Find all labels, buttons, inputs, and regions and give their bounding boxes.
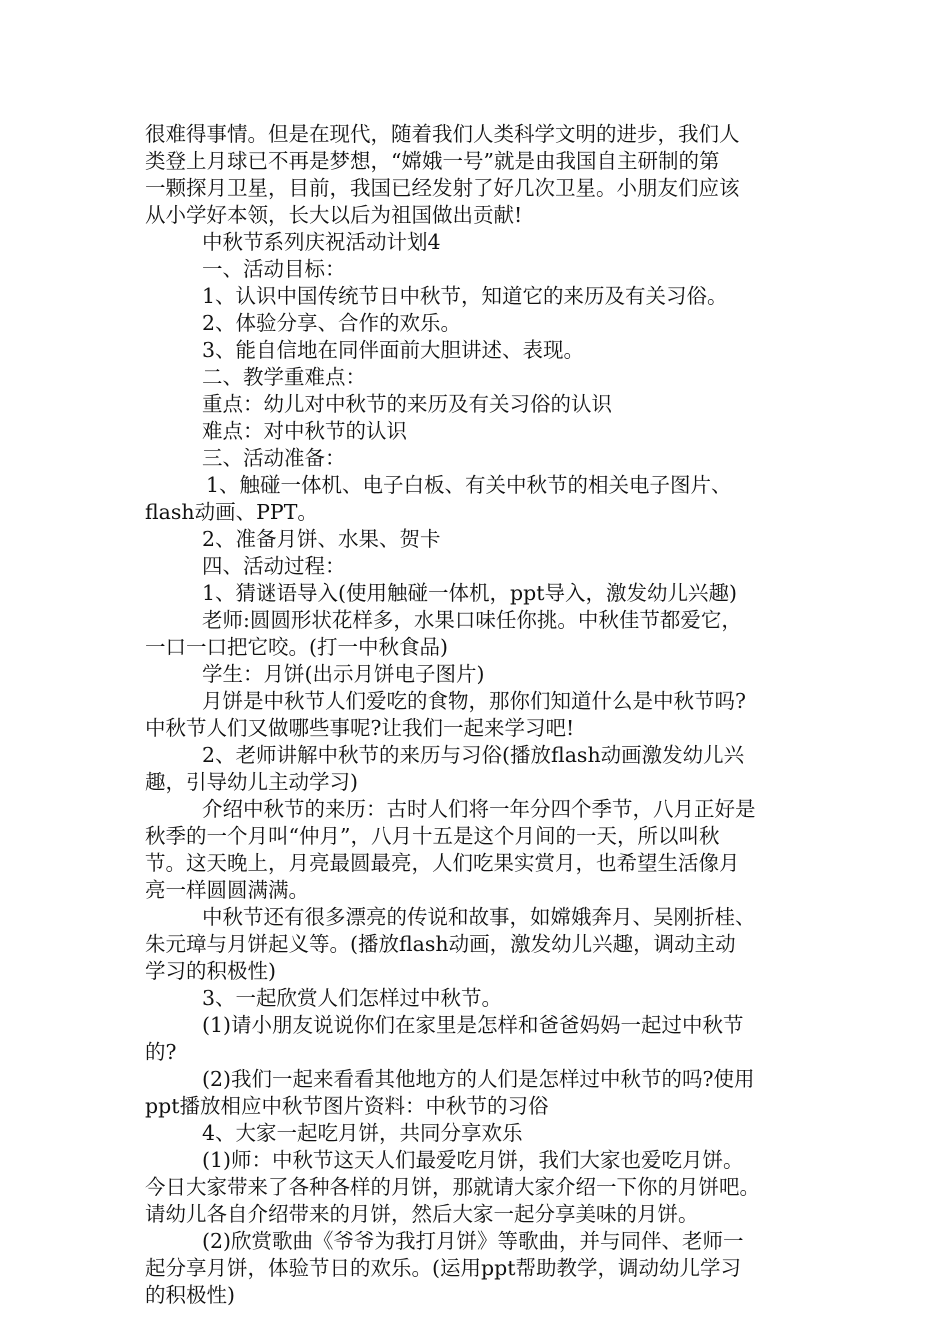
text-line: 请幼儿各自介绍带来的月饼，然后大家一起分享美味的月饼。	[145, 1202, 699, 1226]
list-item: 3、能自信地在同伴面前大胆讲述、表现。	[202, 338, 585, 362]
text-line: 朱元璋与月饼起义等。(播放flash动画，激发幼儿兴趣，调动主动	[145, 932, 736, 956]
text-line: 的积极性)	[145, 1283, 235, 1307]
text-line: 今日大家带来了各种各样的月饼，那就请大家介绍一下你的月饼吧。	[145, 1175, 760, 1199]
text-line: 学生：月饼(出示月饼电子图片)	[202, 662, 485, 686]
text-line: 节。这天晚上，月亮最圆最亮，人们吃果实赏月，也希望生活像月	[145, 851, 740, 875]
section-title: 中秋节系列庆祝活动计划4	[202, 230, 441, 254]
text-line: 介绍中秋节的来历：古时人们将一年分四个季节，八月正好是	[202, 797, 756, 821]
text-line: 学习的积极性)	[145, 959, 276, 983]
list-item: (2)我们一起来看看其他地方的人们是怎样过中秋节的吗?使用	[202, 1067, 755, 1091]
list-item: 1、猜谜语导入(使用触碰一体机，ppt导入，激发幼儿兴趣)	[202, 581, 738, 605]
text-line: ppt播放相应中秋节图片资料：中秋节的习俗	[145, 1094, 549, 1118]
text-line: 很难得事情。但是在现代，随着我们人类科学文明的进步，我们人	[145, 122, 740, 146]
list-item: 2、体验分享、合作的欢乐。	[202, 311, 462, 335]
list-item: (2)欣赏歌曲《爷爷为我打月饼》等歌曲，并与同伴、老师一	[202, 1229, 744, 1253]
list-item: 4、大家一起吃月饼，共同分享欢乐	[202, 1121, 523, 1145]
text-line: 中秋节还有很多漂亮的传说和故事，如嫦娥奔月、吴刚折桂、	[202, 905, 756, 929]
list-item: 1、触碰一体机、电子白板、有关中秋节的相关电子图片、	[206, 473, 732, 497]
text-line: 老师:圆圆形状花样多，水果口味任你挑。中秋佳节都爱它，	[202, 608, 742, 632]
text-line: 难点：对中秋节的认识	[202, 419, 407, 443]
list-item: 2、准备月饼、水果、贺卡	[202, 527, 441, 551]
text-line: 类登上月球已不再是梦想，“嫦娥一号”就是由我国自主研制的第	[145, 149, 720, 173]
text-line: 一颗探月卫星，目前，我国已经发射了好几次卫星。小朋友们应该	[145, 176, 740, 200]
text-line: 秋季的一个月叫“仲月”，八月十五是这个月间的一天，所以叫秋	[145, 824, 720, 848]
list-item: 2、老师讲解中秋节的来历与习俗(播放flash动画激发幼儿兴	[202, 743, 745, 767]
list-item: (1)请小朋友说说你们在家里是怎样和爸爸妈妈一起过中秋节	[202, 1013, 744, 1037]
text-line: 一口一口把它咬。(打一中秋食品)	[145, 635, 448, 659]
heading: 四、活动过程：	[202, 554, 346, 578]
text-line: 月饼是中秋节人们爱吃的食物，那你们知道什么是中秋节吗?	[202, 689, 746, 713]
text-line: flash动画、PPT。	[145, 500, 318, 524]
text-line: 的?	[145, 1040, 177, 1064]
text-line: 亮一样圆圆满满。	[145, 878, 309, 902]
list-item: (1)师：中秋节这天人们最爱吃月饼，我们大家也爱吃月饼。	[202, 1148, 744, 1172]
list-item: 3、一起欣赏人们怎样过中秋节。	[202, 986, 503, 1010]
heading: 三、活动准备：	[202, 446, 346, 470]
text-line: 重点：幼儿对中秋节的来历及有关习俗的认识	[202, 392, 612, 416]
text-line: 从小学好本领，长大以后为祖国做出贡献!	[145, 203, 523, 227]
text-line: 趣，引导幼儿主动学习)	[145, 770, 358, 794]
text-line: 中秋节人们又做哪些事呢?让我们一起来学习吧!	[145, 716, 575, 740]
heading: 二、教学重难点：	[202, 365, 366, 389]
document-page	[145, 121, 813, 1309]
heading: 一、活动目标：	[202, 257, 346, 281]
list-item: 1、认识中国传统节日中秋节，知道它的来历及有关习俗。	[202, 284, 728, 308]
text-line: 起分享月饼，体验节日的欢乐。(运用ppt帮助教学，调动幼儿学习	[145, 1256, 741, 1280]
